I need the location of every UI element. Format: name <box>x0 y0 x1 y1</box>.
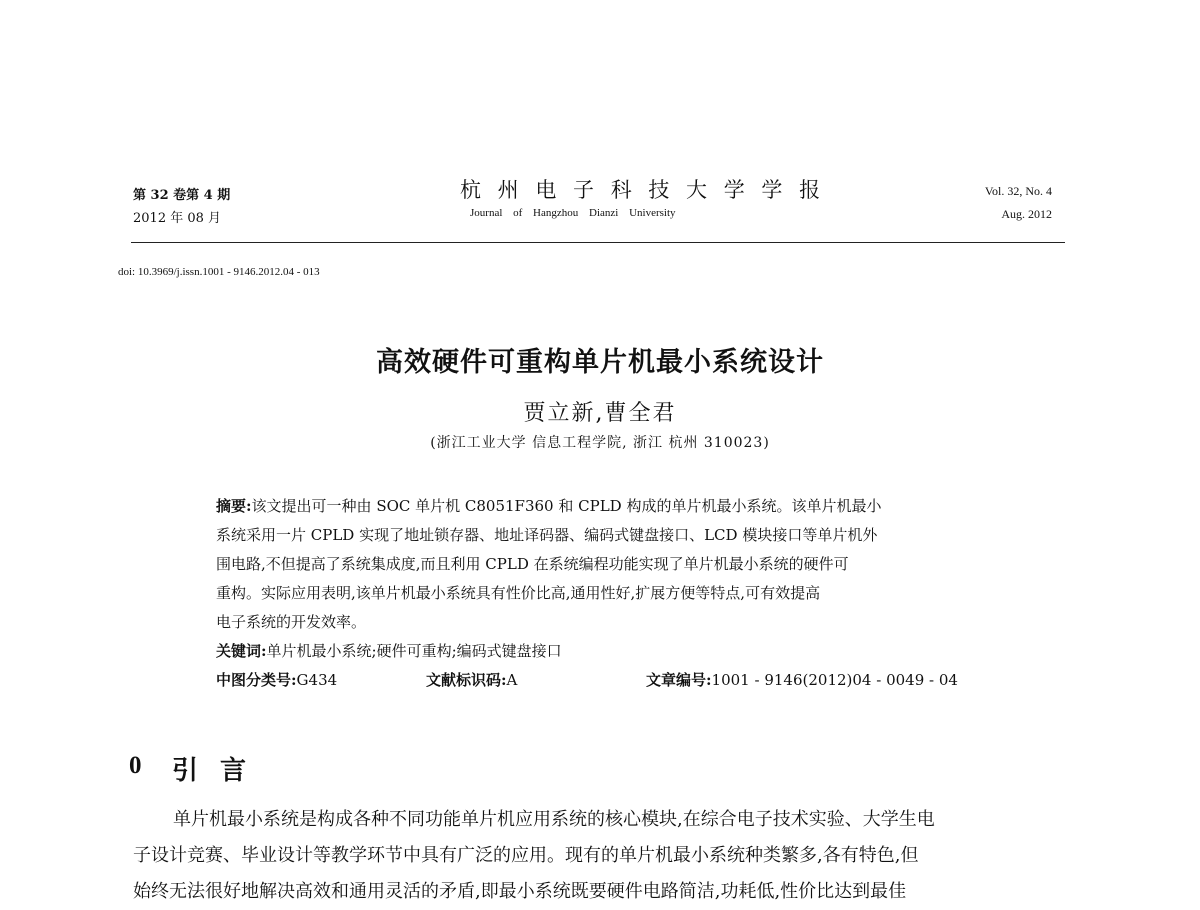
body-line: 始终无法很好地解决高效和通用灵活的矛盾,即最小系统既要硬件电路简洁,功耗低,性价比达到最佳 <box>133 881 907 902</box>
doi: doi: 10.3969/j.issn.1001 - 9146.2012.04 - 013 <box>118 266 320 278</box>
paper-affiliation: (浙江工业大学 信息工程学院, 浙江 杭州 310023) <box>430 435 770 451</box>
keywords-label: 关键词: <box>216 642 267 660</box>
section-number: 0 <box>129 752 142 779</box>
document-code <box>426 666 646 695</box>
classification-number <box>216 666 426 695</box>
journal-volume-issue-english: Vol. 32, No. 4 <box>984 184 1052 198</box>
journal-date: 2012 年 08 月 <box>133 211 222 226</box>
header-divider <box>131 242 1065 243</box>
doccode-value: A <box>506 671 518 689</box>
abstract-line: 重构。实际应用表明,该单片机最小系统具有性价比高,通用性好,扩展方便等特点,可有效提高 <box>216 584 821 602</box>
paper-authors: 贾立新,曹全君 <box>523 401 677 426</box>
section-title: 引言 <box>172 756 269 786</box>
abstract-line: 电子系统的开发效率。 <box>216 613 367 631</box>
abstract <box>216 492 991 695</box>
cls-label: 中图分类号: <box>216 671 297 689</box>
abstract-text: 该文提出可一种由 SOC 单片机 C8051F360 和 CPLD 构成的单片机最小系统。该单片机最小 <box>251 497 882 515</box>
keywords-line <box>216 637 991 666</box>
cls-value: G434 <box>296 671 338 689</box>
paper-title: 高效硬件可重构单片机最小系统设计 <box>376 347 824 378</box>
article-label: 文章编号: <box>646 671 712 689</box>
journal-volume-issue: 第 32 卷第 4 期 <box>133 188 231 203</box>
article-value: 1001 - 9146(2012)04 - 0049 - 04 <box>711 671 958 689</box>
keywords-value: 单片机最小系统;硬件可重构;编码式键盘接口 <box>266 642 562 660</box>
body-line: 单片机最小系统是构成各种不同功能单片机应用系统的核心模块,在综合电子技术实验、大学生电 <box>173 809 935 830</box>
doccode-label: 文献标识码: <box>426 671 507 689</box>
body-text <box>133 802 1067 910</box>
abstract-line: 系统采用一片 CPLD 实现了地址锁存器、地址译码器、编码式键盘接口、LCD 模块接口等单片机外 <box>216 526 878 544</box>
article-number <box>646 666 958 695</box>
classification-row <box>216 666 991 695</box>
body-line: 子设计竞赛、毕业设计等教学环节中具有广泛的应用。现有的单片机最小系统种类繁多,各有特色,但 <box>133 845 919 866</box>
journal-name: 杭 州 电 子 科 技 大 学 学 报 <box>460 178 826 202</box>
abstract-line <box>216 492 991 521</box>
abstract-label: 摘要: <box>216 497 252 515</box>
journal-date-english: Aug. 2012 <box>1001 207 1052 221</box>
journal-name-english: Journal of Hangzhou Dianzi University <box>470 207 676 219</box>
abstract-line: 围电路,不但提高了系统集成度,而且利用 CPLD 在系统编程功能实现了单片机最小系统的硬件可 <box>216 555 849 573</box>
